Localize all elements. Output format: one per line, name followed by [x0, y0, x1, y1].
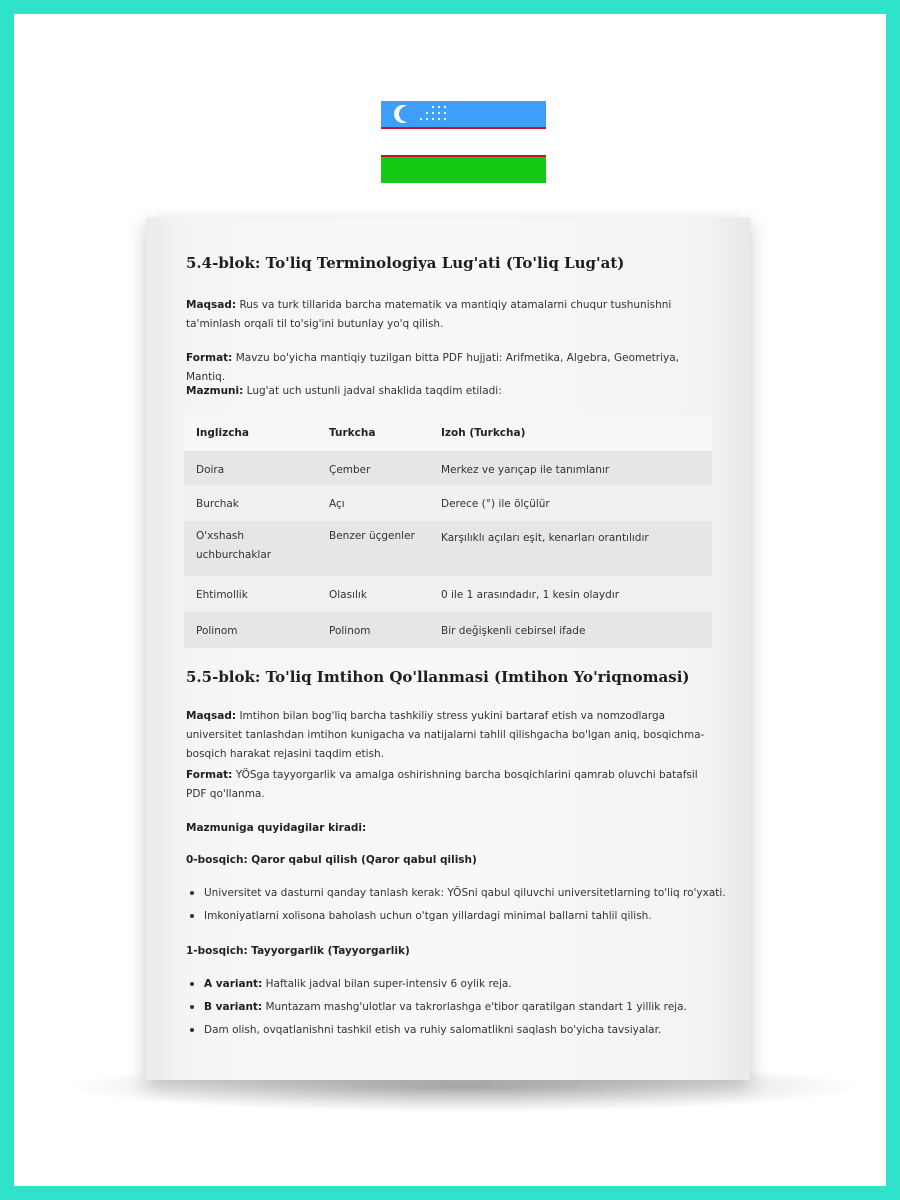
list-item-text: Muntazam mashg'ulotlar va takrorlashga e'tibor qaratilgan standart 1 yillik reja. [262, 1001, 687, 1013]
bullet-icon [190, 1028, 194, 1032]
table-cell: Olasılık [329, 589, 367, 601]
table-header-cell: Turkcha [329, 427, 376, 439]
table-cell: Polinom [196, 625, 238, 637]
list-item-text: Imkoniyatlarni xolisona baholash uchun o'tgan yillardagi minimal ballarni tahlil qilish. [204, 910, 652, 922]
table-cell: Polinom [329, 625, 371, 637]
table-cell: Ehtimollik [196, 589, 248, 601]
maqsad-label: Maqsad: [186, 299, 237, 311]
bullet-icon [190, 1005, 194, 1009]
list-item-text: Dam olish, ovqatlanishni tashkil etish va ruhiy salomatlikni saqlash bo'yicha tavsiyalar. [204, 1024, 662, 1036]
list-item [186, 905, 726, 928]
list-item [186, 1019, 726, 1042]
terminology-table [184, 415, 712, 648]
table-header-cell: Izoh (Turkcha) [441, 427, 526, 439]
section-5-5-format [186, 766, 716, 804]
format-text: Mavzu bo'yicha mantiqiy tuzilgan bitta PDF hujjati: Arifmetika, Algebra, Geometriya, Mantiq. [186, 352, 680, 383]
table-row [184, 576, 712, 612]
section-5-5-maqsad [186, 707, 716, 764]
stage-1-list [186, 973, 726, 1042]
section-5-4-title: 5.4-blok: To'liq Terminologiya Lug'ati (To'liq Lug'at) [186, 254, 625, 272]
table-cell: Benzer üçgenler [329, 530, 415, 542]
mazmuni-label: Mazmuni: [186, 385, 244, 397]
maqsad-text: Rus va turk tillarida barcha matematik va mantiqiy atamalarni chuqur tushunishni ta'minlash orqali til to'sig'ini butunlay yo'q qilish. [186, 299, 672, 330]
table-cell: Derece (°) ile ölçülür [441, 498, 550, 510]
section-5-4-mazmuni [186, 382, 716, 401]
maqsad-label: Maqsad: [186, 710, 237, 722]
format-label: Format: [186, 352, 233, 364]
mazmuni-text: Lug'at uch ustunli jadval shaklida taqdim etiladi: [243, 385, 502, 397]
maqsad-text: Imtihon bilan bog'liq barcha tashkiliy stress yukini bartaraf etish va nomzodlarga universitet tanlashdan imtihon kunigacha va natijalarni tahlil qilishgacha bo'lgan aniq, bosqichma-bosqich harakat rejasini taqdim etish. [186, 710, 705, 760]
table-cell: Bir değişkenli cebirsel ifade [441, 625, 586, 637]
list-item [186, 882, 726, 905]
uzbekistan-flag-icon [381, 101, 546, 183]
format-text: YÖSga tayyorgarlik va amalga oshirishning barcha bosqichlarini qamrab oluvchi batafsil PDF qo'llanma. [186, 769, 698, 800]
table-row [184, 485, 712, 521]
table-cell: Doira [196, 464, 225, 476]
document-page [146, 218, 750, 1080]
bullet-icon [190, 891, 194, 895]
bullet-icon [190, 982, 194, 986]
list-item-label: B variant: [204, 1001, 263, 1013]
list-item-text: Haftalik jadval bilan super-intensiv 6 oylik reja. [262, 978, 512, 990]
table-row [184, 451, 712, 485]
list-item [186, 973, 726, 996]
stage-0-list [186, 882, 726, 928]
section-5-5-title: 5.5-blok: To'liq Imtihon Qo'llanmasi (Imtihon Yo'riqnomasi) [186, 668, 690, 686]
stage-1-heading: 1-bosqich: Tayyorgarlik (Tayyorgarlik) [186, 945, 410, 957]
table-row [184, 612, 712, 648]
list-item-label: A variant: [204, 978, 263, 990]
table-header-row [184, 415, 712, 451]
bullet-icon [190, 914, 194, 918]
table-cell: Karşılıklı açıları eşit, kenarları orantılıdır [441, 532, 649, 544]
format-label: Format: [186, 769, 233, 781]
table-header-cell: Inglizcha [196, 427, 249, 439]
stage-0-heading: 0-bosqich: Qaror qabul qilish (Qaror qabul qilish) [186, 854, 477, 866]
table-cell: Burchak [196, 498, 239, 510]
table-cell: O'xshash uchburchaklar [196, 530, 272, 561]
list-item-text: Universitet va dasturni qanday tanlash kerak: YÖSni qabul qiluvchi universitetlarning to'liq ro'yxati. [204, 887, 726, 899]
table-cell: 0 ile 1 arasındadır, 1 kesin olaydır [441, 589, 620, 601]
table-row [184, 521, 712, 576]
list-item [186, 996, 726, 1019]
table-cell: Merkez ve yarıçap ile tanımlanır [441, 464, 610, 476]
table-cell: Çember [329, 464, 371, 476]
section-5-4-maqsad [186, 296, 716, 334]
mazmuni-heading: Mazmuniga quyidagilar kiradi: [186, 822, 367, 834]
table-cell: Açı [329, 498, 345, 510]
